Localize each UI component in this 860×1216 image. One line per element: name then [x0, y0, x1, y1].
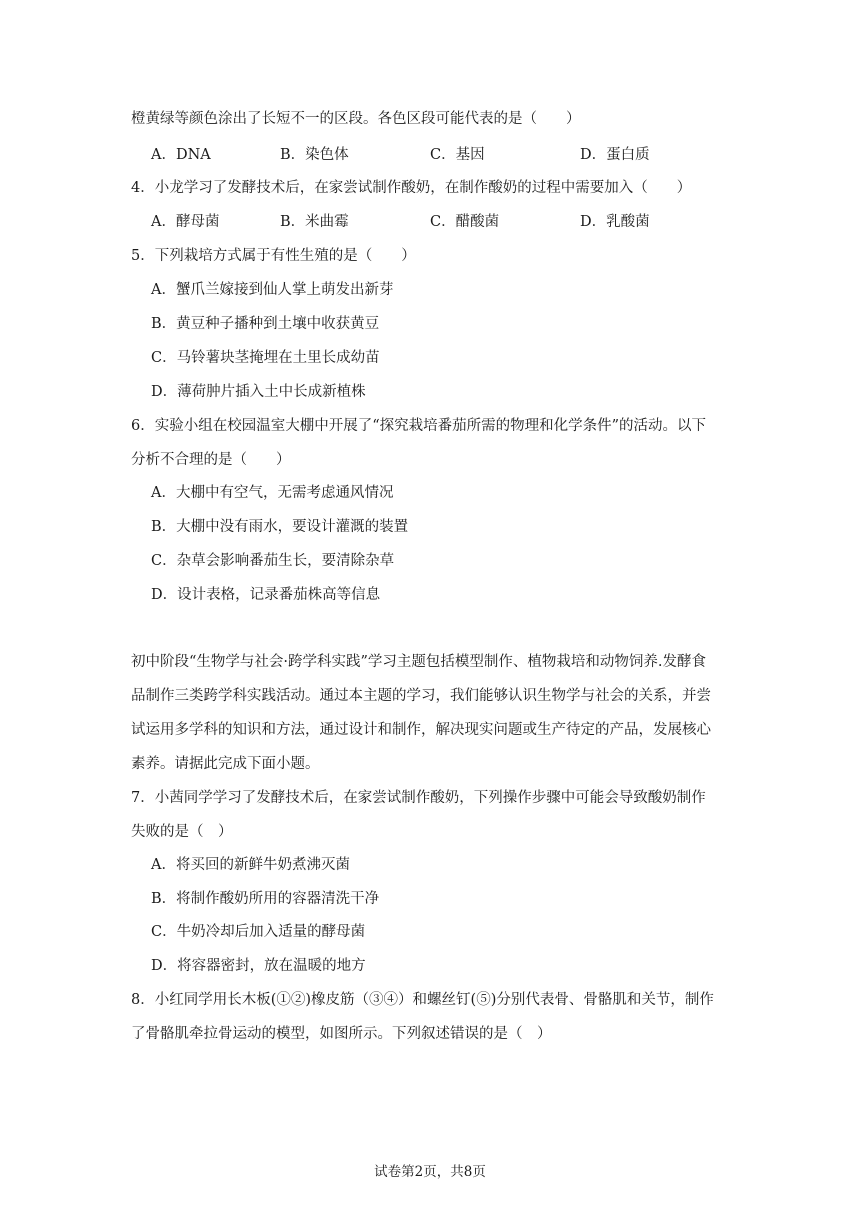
option-d: D．蛋白质: [580, 147, 650, 163]
page-footer: 试卷第2页，共8页: [374, 1164, 486, 1180]
option-c: C．醋酸菌: [430, 214, 500, 230]
passage-line-2: 品制作三类跨学科实践活动。通过本主题的学习，我们能够认识生物学与社会的关系，并尝: [131, 688, 711, 704]
question-6-stem-line-1: 6．实验小组在校园温室大棚中开展了“探究栽培番茄所需的物理和化学条件”的活动。以下: [131, 418, 707, 434]
option-d: D．乳酸菌: [580, 214, 650, 230]
question-7-stem-line-1: 7．小茜同学学习了发酵技术后，在家尝试制作酸奶，下列操作步骤中可能会导致酸奶制作: [131, 790, 706, 806]
question-8-stem-line-1: 8．小红同学用长木板(①②)橡皮筋（③④）和螺丝钉(⑤)分别代表骨、骨骼肌和关节，制作: [131, 992, 714, 1008]
option-a: A．蟹爪兰嫁接到仙人掌上萌发出新芽: [151, 282, 394, 298]
question-4-stem: 4．小龙学习了发酵技术后，在家尝试制作酸奶，在制作酸奶的过程中需要加入（ ）: [131, 180, 692, 196]
option-a: A．大棚中有空气，无需考虑通风情况: [151, 485, 394, 501]
option-d: D．设计表格，记录番茄株高等信息: [151, 587, 381, 603]
option-a: A．酵母菌: [151, 214, 220, 230]
option-c: C．牛奶冷却后加入适量的酵母菌: [151, 924, 366, 940]
option-b: B．黄豆种子播种到土壤中收获黄豆: [151, 316, 380, 332]
option-a: A．DNA: [151, 147, 211, 163]
question-6-stem-line-2: 分析不合理的是（ ）: [131, 452, 291, 468]
option-d: D．将容器密封，放在温暖的地方: [151, 958, 366, 974]
option-d: D．薄荷肿片插入土中长成新植株: [151, 384, 366, 400]
option-c: C．基因: [430, 147, 485, 163]
question-5-stem: 5．下列栽培方式属于有性生殖的是（ ）: [131, 248, 416, 264]
option-b: B．将制作酸奶所用的容器清洗干净: [151, 891, 380, 907]
option-c: C．马铃薯块茎掩埋在土里长成幼苗: [151, 350, 380, 366]
question-7-stem-line-2: 失败的是（ ）: [131, 824, 233, 840]
question-8-stem-line-2: 了骨骼肌牵拉骨运动的模型，如图所示。下列叙述错误的是（ ）: [131, 1026, 552, 1042]
option-b: B．米曲霉: [280, 214, 349, 230]
passage-line-3: 试运用多学科的知识和方法，通过设计和制作，解决现实问题或生产待定的产品，发展核心: [131, 722, 711, 738]
option-a: A．将买回的新鲜牛奶煮沸灭菌: [151, 857, 350, 873]
option-b: B．大棚中没有雨水，要设计灌溉的装置: [151, 519, 409, 535]
passage-line-1: 初中阶段“生物学与社会·跨学科实践”学习主题包括模型制作、植物栽培和动物饲养.发酵食: [131, 654, 707, 670]
option-c: C．杂草会影响番茄生长，要清除杂草: [151, 553, 395, 569]
question-3-stem-continuation: 橙黄绿等颜色涂出了长短不一的区段。各色区段可能代表的是（ ）: [131, 111, 581, 127]
option-b: B．染色体: [280, 147, 349, 163]
passage-line-4: 素养。请据此完成下面小题。: [131, 756, 320, 772]
